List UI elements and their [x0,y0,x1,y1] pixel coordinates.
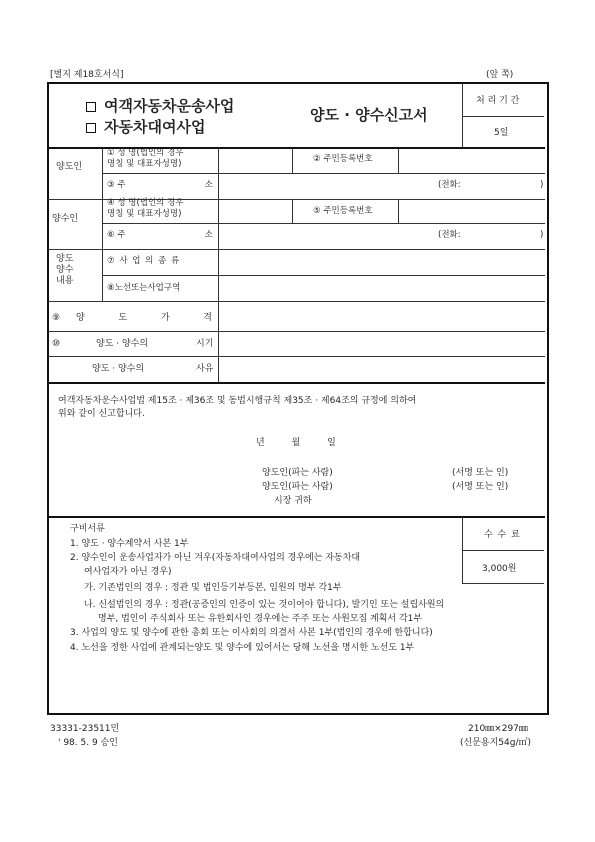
transferee-phone-label: (전화: [438,230,461,240]
form-code: 33331-23511민 [50,724,120,734]
paper-type: (신문용지54g/㎡) [460,738,531,748]
transferor-label: 양도인 [56,162,83,172]
document-item: 여사업자가 아닌 경우) [84,567,172,577]
document-item: 나. 신설법인의 경우 : 정관(공증인의 인증이 있는 것이어야 합니다), 발기인 또는 설립사원의 [84,600,445,610]
signer-2-signature[interactable]: (서명 또는 인) [452,482,509,492]
transferor-address-label: ③ 주 소 [107,180,213,190]
declaration-date: 년 월 일 [256,438,336,448]
business-type-label: ⑦ 사 업 의 종 류 [107,256,181,266]
transferor-name-field[interactable] [219,149,291,173]
form-title: 양도 · 양수신고서 [310,106,428,124]
signer-1-signature[interactable]: (서명 또는 인) [452,468,509,478]
processing-period-label: 처 리 기 간 [476,96,520,106]
price-field[interactable] [219,302,543,330]
document-item: 3. 사업의 양도 및 양수에 관한 총회 또는 이사회의 의결서 사본 1부(법인의 경우에 한합니다) [70,628,433,638]
reason-label: 양도 · 양수의 [92,364,145,374]
fee-label: 수 수 료 [484,530,521,540]
transferee-name-field[interactable] [219,200,291,222]
transferor-name-label: ① 성 명(법인의 경우 명칭 및 대표자성명) [107,148,184,169]
route-label: ⑧노선또는사업구역 [107,283,181,293]
option-passenger-transport[interactable]: 여객자동차운송사업 [86,97,234,115]
content-label: 양도 양수 내용 [56,254,74,286]
option-car-rental[interactable]: 자동차대여사업 [86,118,205,136]
price-label: 양 도 가 격 [76,313,212,323]
reason-field[interactable] [219,357,543,381]
transferee-name-label: ④ 성 명(법인의 경우 명칭 및 대표자성명) [107,198,184,219]
document-item: 1. 양도 · 양수계약서 사본 1부 [70,539,189,549]
transferor-phone-label: (전화: [438,180,461,190]
transferee-address-label: ⑥ 주 소 [107,230,213,240]
route-field[interactable] [219,276,543,300]
transferor-id-label: ② 주민등록번호 [313,154,373,164]
transferee-address-field[interactable] [219,224,543,248]
document-item: 가. 기존법인의 경우 : 정관 및 법인등기부등본, 임원의 명부 각1부 [84,583,342,593]
document-item: 명부, 법인이 주식회사 또는 유한회사인 경우에는 주주 또는 사원모집 계획서 각1부 [98,614,423,624]
transferee-id-field[interactable] [399,200,543,222]
business-type-field[interactable] [219,250,543,274]
checkbox-icon[interactable] [86,123,96,133]
approval-date: ' 98. 5. 9 승인 [58,738,118,748]
fee-value: 3,000원 [482,564,517,574]
addressee: 시장 귀하 [274,496,312,506]
form-number: [별지 제18호서식] [50,70,124,80]
document-item: 4. 노선을 정한 사업에 관계되는양도 및 양수에 있어서는 당해 노선을 명시한 노선도 1부 [70,643,415,653]
document-item: 2. 양수인이 운송사업자가 아닌 겨우(자동차대여사업의 경우에는 자동차대 [70,553,361,563]
signer-2: 양도인(파는 사람) [262,482,333,492]
signer-1: 양도인(파는 사람) [262,468,333,478]
timing-field[interactable] [219,332,543,356]
checkbox-icon[interactable] [86,102,96,112]
transferor-address-field[interactable] [219,174,543,198]
price-number: ⑨ [52,313,61,323]
declaration-text: 여객자동차운수사업법 제15조 · 제36조 및 동법시행규칙 제35조 · 제64조의 규정에 의하여 위와 같이 신고합니다. [58,396,417,419]
page-side-label: (앞 쪽) [486,70,514,80]
paper-size: 210㎜×297㎜ [468,724,528,734]
documents-title: 구비서류 [70,524,105,534]
transferee-label: 양수인 [52,214,79,224]
processing-period-value: 5일 [494,128,509,138]
timing-label: 양도 · 양수의 [96,339,149,349]
transferee-id-label: ⑤ 주민등록번호 [313,206,373,216]
transferor-id-field[interactable] [399,149,543,173]
timing-number: ⑩ [52,339,61,349]
